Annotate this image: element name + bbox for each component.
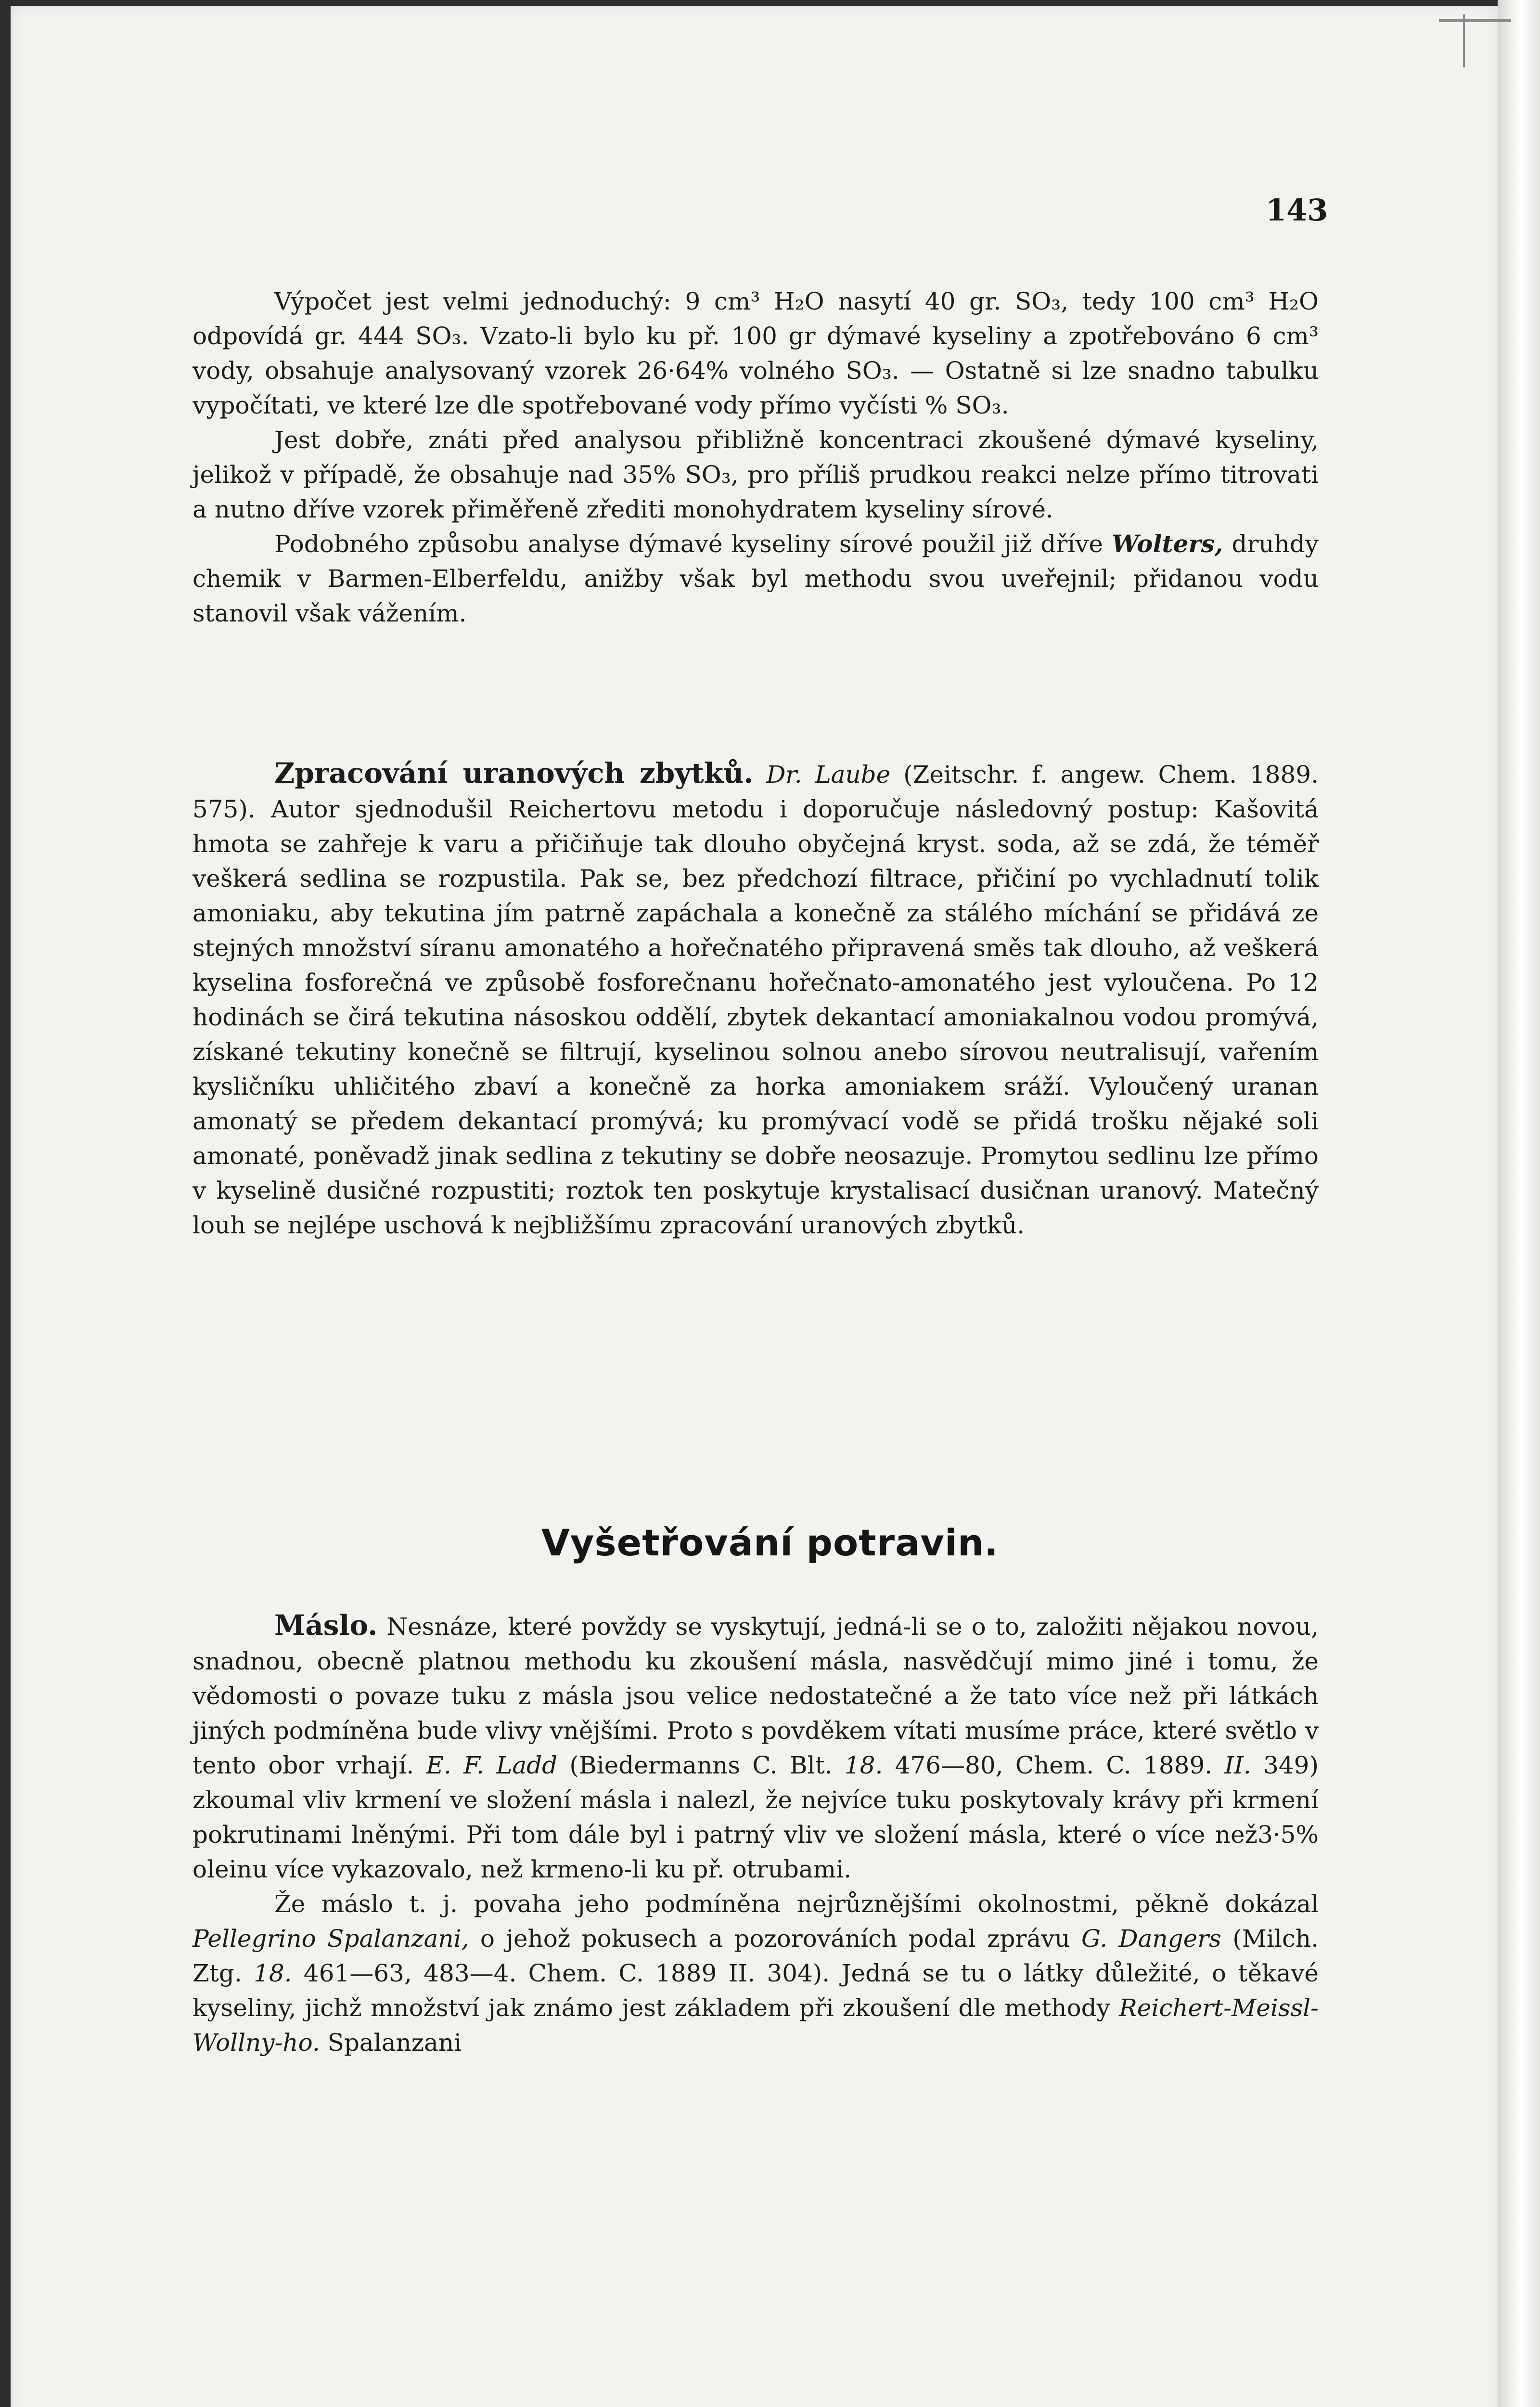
- text: (Milch. Ztg.: [192, 1925, 1319, 1987]
- text: o jehož pokusech a pozorováních podal zprávu: [469, 1925, 1082, 1953]
- text: druhdy chemik v Barmen-Elberfeldu, anižby však byl methodu svou uveřejnil; přidanou vodu stanovil však vážením.: [192, 530, 1319, 627]
- part-number: II.: [1224, 1751, 1251, 1779]
- text: 461—63, 483—4. Chem. C. 1889 II. 304). Jedná se tu o látky důležité, o těkavé kyseliny, jichž množství jak známo jest základem při zkoušení dle methody: [192, 1959, 1319, 2022]
- page-edge: [1498, 0, 1540, 2407]
- section-uranium: [192, 756, 1319, 1242]
- volume-number: 18.: [844, 1751, 883, 1779]
- paragraph-butter-2: [192, 1887, 1319, 2060]
- paragraph-calculation: Výpočet jest velmi jednoduchý: 9 cm³ H₂O nasytí 40 gr. SO₃, tedy 100 cm³ H₂O odpovídá gr. 444 SO₃. Vzato-li bylo ku př. 100 gr dýmavé kyseliny a zpotřebováno 6 cm³ vody, obsahuje analysovaný vzorek 26·64% volného SO₃. — Ostatně si lze snadno tabulku vypočítati, ve které lze dle spotřebované vody přímo vyčísti % SO₃.: [192, 287, 1319, 419]
- text: (Biedermanns C. Blt.: [557, 1751, 845, 1779]
- text: Podobného způsobu analyse dýmavé kyseliny sírové použil již dříve: [274, 530, 1112, 558]
- scan-edge-mark-vertical: [1463, 14, 1465, 67]
- paragraph-concentration: Jest dobře, znáti před analysou přibližně koncentraci zkoušené dýmavé kyseliny, jelikož v případě, že obsahuje nad 35% SO₃, pro příliš prudkou reakci nelze přímo titrovati a nutno dříve vzorek přiměřeně zřediti monohydratem kyseliny sírové.: [192, 426, 1319, 523]
- text: (Zeitschr. f. angew. Chem. 1889. 575). Autor sjednodušil Reichertovu metodu i doporučuje následovný postup: Kašovitá hmota se zahřeje k varu a přičiňuje tak dlouho obyčejná kryst. soda, až se zdá, že téměř veškerá sedlina se rozpustila. Pak se, bez předchozí filtrace, přičiní po vychladnutí tolik amoniaku, aby tekutina jím patrně zapáchala a konečně za stálého míchání se přidává ze stejných množství síranu amonatého a hořečnatého připravená směs tak dlouho, až veškerá kyselina fosforečná ve způsobě fosforečnanu hořečnato-amonatého jest vyloučena. Po 12 hodinách se čirá tekutina násoskou oddělí, zbytek dekantací amoniakalnou vodou promývá, získané tekutiny konečně se filtrují, kyselinou solnou anebo sírovou neutralisují, vařením kysličníku uhličitého zbaví a konečně za horka amoniakem sráží. Vyloučený uranan amonatý se předem dekantací promývá; ku promývací vodě se přidá trošku nějaké soli amonaté, poněvadž jinak sedlina z tekutiny se dobře neosazuje. Promytou sedlinu lze přímo v kyselině dusičné rozpustiti; roztok ten poskytuje krystalisací dusičnan uranový. Matečný louh se nejlépe uschová k nejbližšímu zpracování uranových zbytků.: [192, 761, 1319, 1239]
- paragraph-wolters: [192, 527, 1319, 631]
- page-number: 143: [1266, 193, 1328, 228]
- author-name: Dr. Laube: [766, 761, 891, 789]
- author-name: E. F. Ladd: [426, 1751, 558, 1779]
- text: Nesnáze, které povždy se vyskytují, jedná-li se o to, založiti nějakou novou, snadnou, obecně platnou methodu ku zkoušení másla, nasvědčují mimo jiné i tomu, že vědomosti o povaze tuku z másla jsou velice nedostatečné a že tato více než při látkách jiných podmíněna bude vlivy vnějšími. Proto s povděkem vítati musíme práce, které světlo v tento obor vrhají.: [192, 1613, 1319, 1779]
- section-sulfuric-acid: [192, 284, 1319, 631]
- method-name: Reichert-Meissl-Wollny-ho.: [192, 1994, 1319, 2057]
- scan-edge-mark: [1439, 19, 1511, 22]
- section-heading-uranium: Zpracování uranových zbytků.: [274, 757, 754, 789]
- text: Spalanzani: [320, 2029, 462, 2057]
- text: 349) zkoumal vliv krmení ve složení másla i nalezl, že nejvíce tuku poskytovaly krávy při krmení pokrutinami lněnými. Při tom dále byl i patrný vliv ve složení másla, které o více než3·5% oleinu více vykazovalo, než krmeno-li ku př. otrubami.: [192, 1751, 1319, 1883]
- chapter-heading: Vyšetřování potravin.: [541, 1521, 999, 1564]
- text: 476—80, Chem. C. 1889.: [883, 1751, 1225, 1779]
- text: Že máslo t. j. povaha jeho podmíněna nejrůznějšími okolnostmi, pěkně dokázal: [274, 1890, 1319, 1918]
- section-butter: [192, 1608, 1319, 2060]
- paragraph-butter-1: [192, 1608, 1319, 1887]
- author-name: Wolters,: [1112, 530, 1223, 558]
- author-name: G. Dangers: [1081, 1925, 1221, 1953]
- subheading-butter: Máslo.: [274, 1609, 378, 1642]
- paragraph-uranium: [192, 756, 1319, 1242]
- volume-number: 18.: [254, 1959, 292, 1987]
- author-name: Pellegrino Spalanzani,: [192, 1925, 469, 1953]
